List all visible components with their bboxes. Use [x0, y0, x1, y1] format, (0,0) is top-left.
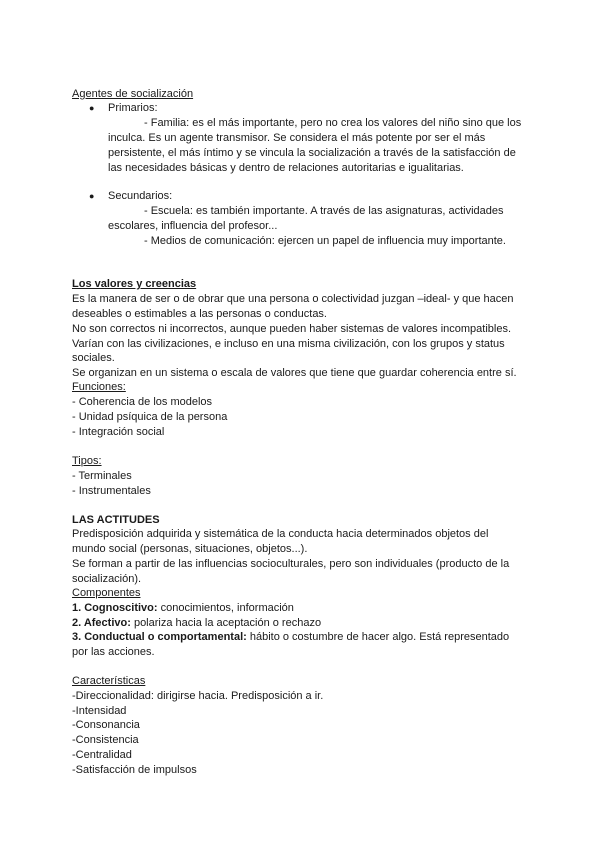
- actitudes-line: Se forman a partir de las influencias socioculturales, pero son individuales (producto de la: [72, 558, 510, 570]
- actitudes-heading: LAS ACTITUDES: [72, 514, 160, 526]
- actitudes-line: socialización).: [72, 573, 142, 585]
- caracteristica-item: -Consonancia: [72, 719, 140, 731]
- tipo-item: - Instrumentales: [72, 485, 151, 497]
- componente-item: [72, 616, 321, 630]
- medios-line: - Medios de comunicación: ejercen un papel de influencia muy importante.: [144, 235, 506, 247]
- componente-title: 2. Afectivo:: [72, 617, 131, 629]
- familia-line: persistente, el más íntimo y se vincula la socialización a través de la satisfacción de: [108, 147, 516, 159]
- escuela-line: escolares, influencia del profesor...: [108, 220, 278, 232]
- bullet-icon: ●: [89, 191, 95, 201]
- tipo-item: - Terminales: [72, 470, 132, 482]
- primarios-label: Primarios:: [108, 102, 158, 114]
- componente-title: 1. Cognoscitivo:: [72, 602, 158, 614]
- agentes-heading: Agentes de socialización: [72, 88, 194, 100]
- funcion-item: - Unidad psíquica de la persona: [72, 411, 228, 423]
- caracteristica-item: -Intensidad: [72, 705, 127, 717]
- valores-line: No son correctos ni incorrectos, aunque pueden haber sistemas de valores incompatibles.: [72, 323, 512, 335]
- valores-line: Varían con las civilizaciones, e incluso en una misma civilización, con los grupos y status: [72, 338, 505, 350]
- componente-text: polariza hacia la aceptación o rechazo: [130, 617, 322, 629]
- funcion-item: - Coherencia de los modelos: [72, 396, 213, 408]
- familia-line: - Familia: es el más importante, pero no crea los valores del niño sino que los: [144, 117, 522, 129]
- bullet-icon: ●: [89, 103, 95, 113]
- secundarios-label: Secundarios:: [108, 190, 173, 202]
- actitudes-line: Predisposición adquirida y sistemática de la conducta hacia determinados objetos del: [72, 528, 489, 540]
- funcion-item: - Integración social: [72, 426, 165, 438]
- caracteristica-item: -Satisfacción de impulsos: [72, 764, 197, 776]
- componente-text: conocimientos, información: [157, 602, 294, 614]
- componentes-label: Componentes: [72, 587, 141, 599]
- familia-line: las necesidades básicas y dentro de relaciones autoritarias e igualitarias.: [108, 162, 464, 174]
- caracteristica-item: -Centralidad: [72, 749, 132, 761]
- caracteristicas-label: Características: [72, 675, 146, 687]
- valores-line: deseables o estimables a las personas o conductas.: [72, 308, 327, 320]
- caracteristica-item: -Consistencia: [72, 734, 139, 746]
- escuela-line: - Escuela: es también importante. A través de las asignaturas, actividades: [144, 205, 504, 217]
- valores-heading: Los valores y creencias: [72, 278, 197, 290]
- valores-line: sociales.: [72, 352, 115, 364]
- funciones-label: Funciones:: [72, 381, 126, 393]
- familia-line: inculca. Es un agente transmisor. Se considera el más potente por ser el más: [108, 132, 486, 144]
- tipos-label: Tipos:: [72, 455, 102, 467]
- componente-continuation: por las acciones.: [72, 646, 155, 658]
- componente-text: hábito o costumbre de hacer algo. Está representado: [246, 631, 510, 643]
- componente-title: 3. Conductual o comportamental:: [72, 631, 247, 643]
- componente-item: [72, 630, 509, 644]
- caracteristica-item: -Direccionalidad: dirigirse hacia. Predisposición a ir.: [72, 690, 324, 702]
- componente-item: [72, 601, 294, 615]
- actitudes-line: mundo social (personas, situaciones, objetos...).: [72, 543, 308, 555]
- valores-line: Es la manera de ser o de obrar que una persona o colectividad juzgan –ideal- y que hacen: [72, 293, 514, 305]
- valores-line: Se organizan en un sistema o escala de valores que tiene que guardar coherencia entre sí.: [72, 367, 517, 379]
